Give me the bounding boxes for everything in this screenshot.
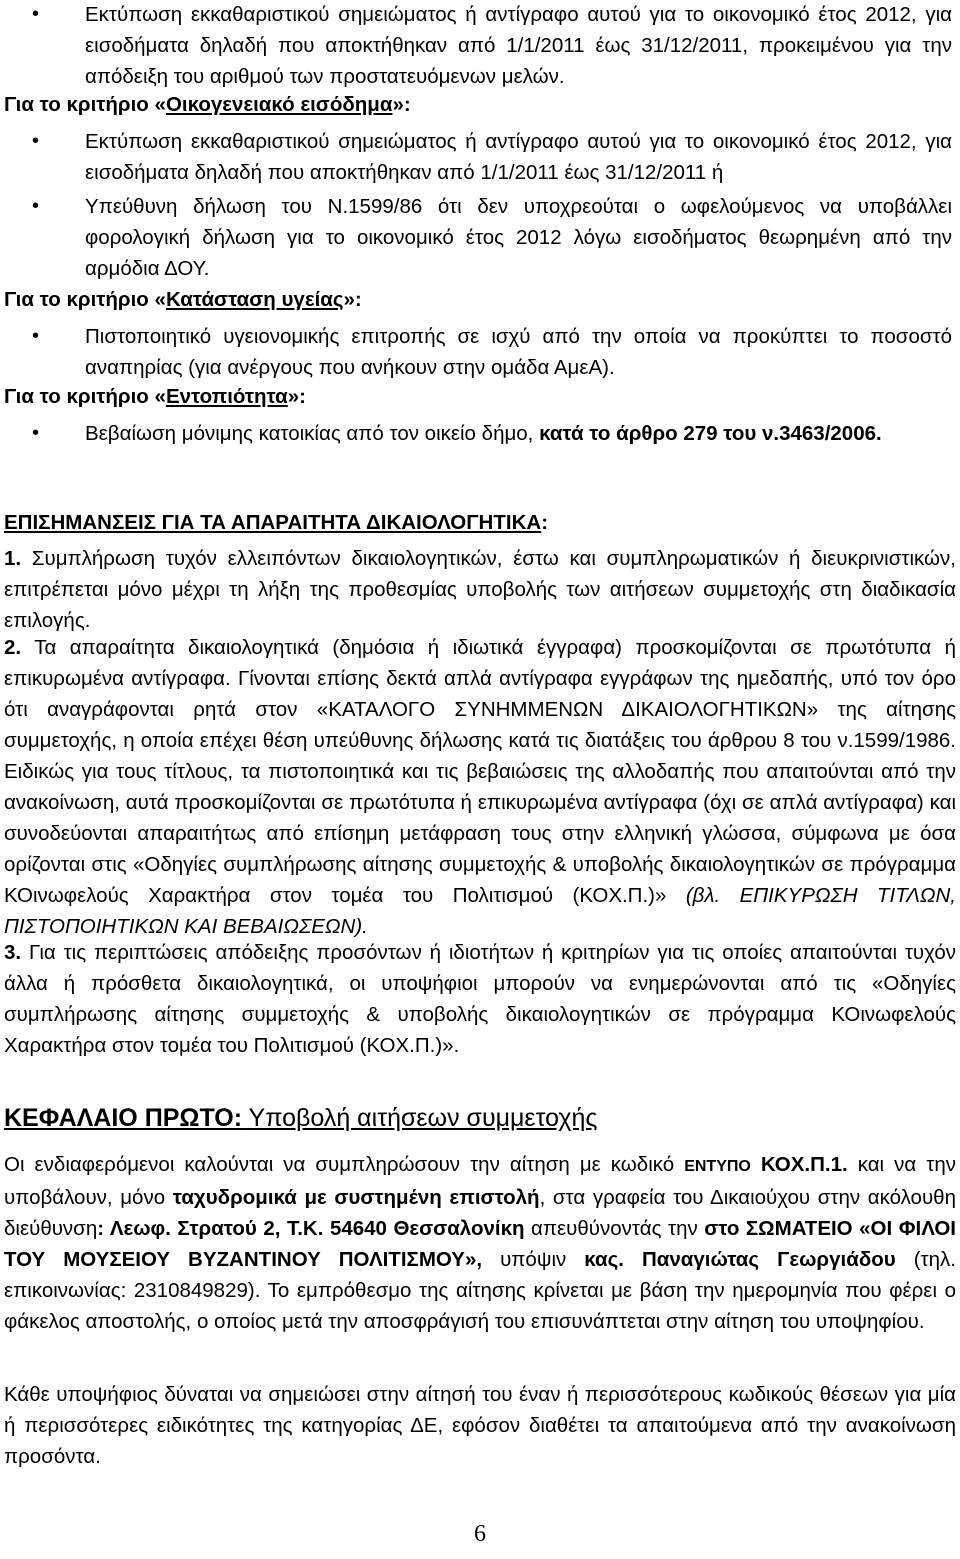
health-section — [4, 284, 956, 383]
codes-paragraph: Κάθε υποψήφιος δύναται να σημειώσει στην αίτησή του έναν ή περισσότερους κωδικούς θέσεων για μία ή περισσότερες ειδικότητες της κατηγορίας ΔΕ, εφόσον διαθέτει τα απαιτούμενα από την ανακοίνωση προσόντα. — [4, 1383, 956, 1468]
notes-section — [4, 507, 956, 538]
top-bullet-section — [4, 0, 956, 92]
family-income-section — [4, 89, 956, 284]
bullet-item: • Εκτύπωση εκκαθαριστικού σημειώματος ή αντίγραφο αυτού για το οικονομικό έτος 2012, για εισοδήματα δηλαδή που αποκτήθηκαν από 1/1/2011 έως 31/12/2011 ή — [4, 126, 956, 188]
submission-paragraph: Οι ενδιαφερόμενοι καλούνται να συμπληρώσουν την αίτηση με κωδικό ΕΝΤΥΠΟ ΚΟΧ.Π.1. και να την υποβάλουν, μόνο ταχυδρομικά με συστημένη επιστολή, στα γραφεία του Δικαιούχου στην ακόλουθη διεύθυνση: Λεωφ. Στρατού 2, Τ.Κ. 54640 Θεσσαλονίκη απευθύνοντάς την στο ΣΩΜΑΤΕΙΟ «ΟΙ ΦΙΛΟΙ ΤΟΥ ΜΟΥΣΕΙΟΥ ΒΥΖΑΝΤΙΝΟΥ ΠΟΛΙΤΙΣΜΟΥ», υπόψιν κας. Παναγιώτας Γεωργιάδου (τηλ. επικοινωνίας: 2310849829). Το εμπρόθεσμο της αίτησης κρίνεται με βάση την ημερομηνία που φέρει ο φάκελος αποστολής, ο οποίος μετά την αποσφράγισή του επισυνάπτεται στην αίτηση του υποψηφίου. — [4, 1153, 956, 1333]
section-heading: Για το κριτήριο «Εντοπιότητα»: — [4, 385, 306, 408]
note-3: 3. Για τις περιπτώσεις απόδειξης προσόντων ή ιδιοτήτων ή κριτηρίων για τις οποίες απαιτούνται τυχόν άλλα ή πρόσθετα δικαιολογητικά, οι υποψήφιοι μπορούν να ενημερώνονται από τις «Οδηγίες συμπλήρωσης αίτησης συμμετοχής & υποβολής δικαιολογητικών σε πρόγραμμα ΚΟινωφελούς Χαρακτήρα στον τομέα του Πολιτισμού (ΚΟΧ.Π.)». — [4, 941, 956, 1057]
locality-section — [4, 381, 956, 449]
note-1: 1. Συμπλήρωση τυχόν ελλειπόντων δικαιολογητικών, έστω και συμπληρωματικών ή διευκρινιστικών, επιτρέπεται μόνο μέχρι τη λήξη της προθεσμίας υποβολής των αιτήσεων συμμετοχής στη διαδικασία επιλογής. — [4, 547, 956, 632]
section-heading: Για το κριτήριο «Κατάσταση υγείας»: — [4, 288, 362, 311]
bullet-item: • Πιστοποιητικό υγειονομικής επιτροπής σε ισχύ από την οποία να προκύπτει το ποσοστό αναπηρίας (για ανέργους που ανήκουν στην ομάδα ΑμεΑ). — [4, 321, 956, 383]
section-heading: Για το κριτήριο «Οικογενειακό εισόδημα»: — [4, 93, 411, 116]
bullet-item: • Υπεύθυνη δήλωση του Ν.1599/86 ότι δεν υποχρεούται ο ωφελούμενος να υποβάλλει φορολογική δήλωση για το οικονομικό έτος 2012 λόγω εισοδήματος θεωρημένη από την αρμόδια ΔΟΥ. — [4, 191, 956, 284]
bullet-item: • Εκτύπωση εκκαθαριστικού σημειώματος ή αντίγραφο αυτού για το οικονομικό έτος 2012, για εισοδήματα δηλαδή που αποκτήθηκαν από 1/1/2011 έως 31/12/2011, προκειμένου για την απόδειξη του αριθμού των προστατευόμενων μελών. — [4, 0, 956, 92]
page-number: 6 — [474, 1521, 486, 1547]
notes-title: ΕΠΙΣΗΜΑΝΣΕΙΣ ΓΙΑ ΤΑ ΑΠΑΡΑΙΤΗΤΑ ΔΙΚΑΙΟΛΟΓΗΤΙΚΑ: — [4, 511, 549, 534]
chapter-heading: ΚΕΦΑΛΑΙΟ ΠΡΩΤΟ: Υποβολή αιτήσεων συμμετοχής — [4, 1104, 598, 1132]
bullet-item: • Βεβαίωση μόνιμης κατοικίας από τον οικείο δήμο, κατά το άρθρο 279 του ν.3463/2006. — [4, 418, 956, 449]
note-2: 2. Τα απαραίτητα δικαιολογητικά (δημόσια ή ιδιωτικά έγγραφα) προσκομίζονται σε πρωτότυπα ή επικυρωμένα αντίγραφα. Γίνονται επίσης δεκτά απλά αντίγραφα εγγράφων της ημεδαπής, υπό τον όρο ότι αναγράφονται ρητά στον «ΚΑΤΑΛΟΓΟ ΣΥΝΗΜΜΕΝΩΝ ΔΙΚΑΙΟΛΟΓΗΤΙΚΩΝ» της αίτησης συμμετοχής, η οποία επέχει θέση υπεύθυνης δήλωσης κατά τις διατάξεις του άρθρου 8 του ν.1599/1986. Ειδικώς για τους τίτλους, τα πιστοποιητικά και τις βεβαιώσεις της αλλοδαπής που απαιτούνται από την ανακοίνωση, αυτά προσκομίζονται σε πρωτότυπα ή επικυρωμένα αντίγραφα (όχι σε απλά αντίγραφα) και συνοδεύονται απαραιτήτως από επίσημη μετάφραση τους στην ελληνική γλώσσα, σύμφωνα με όσα ορίζονται στις «Οδηγίες συμπλήρωσης αίτησης συμμετοχής & υποβολής δικαιολογητικών σε πρόγραμμα ΚΟινωφελούς Χαρακτήρα στον τομέα του Πολιτισμού (ΚΟΧ.Π.)» (βλ. ΕΠΙΚΥΡΩΣΗ ΤΙΤΛΩΝ, ΠΙΣΤΟΠΟΙΗΤΙΚΩΝ ΚΑΙ ΒΕΒΑΙΩΣΕΩΝ). — [4, 636, 956, 938]
